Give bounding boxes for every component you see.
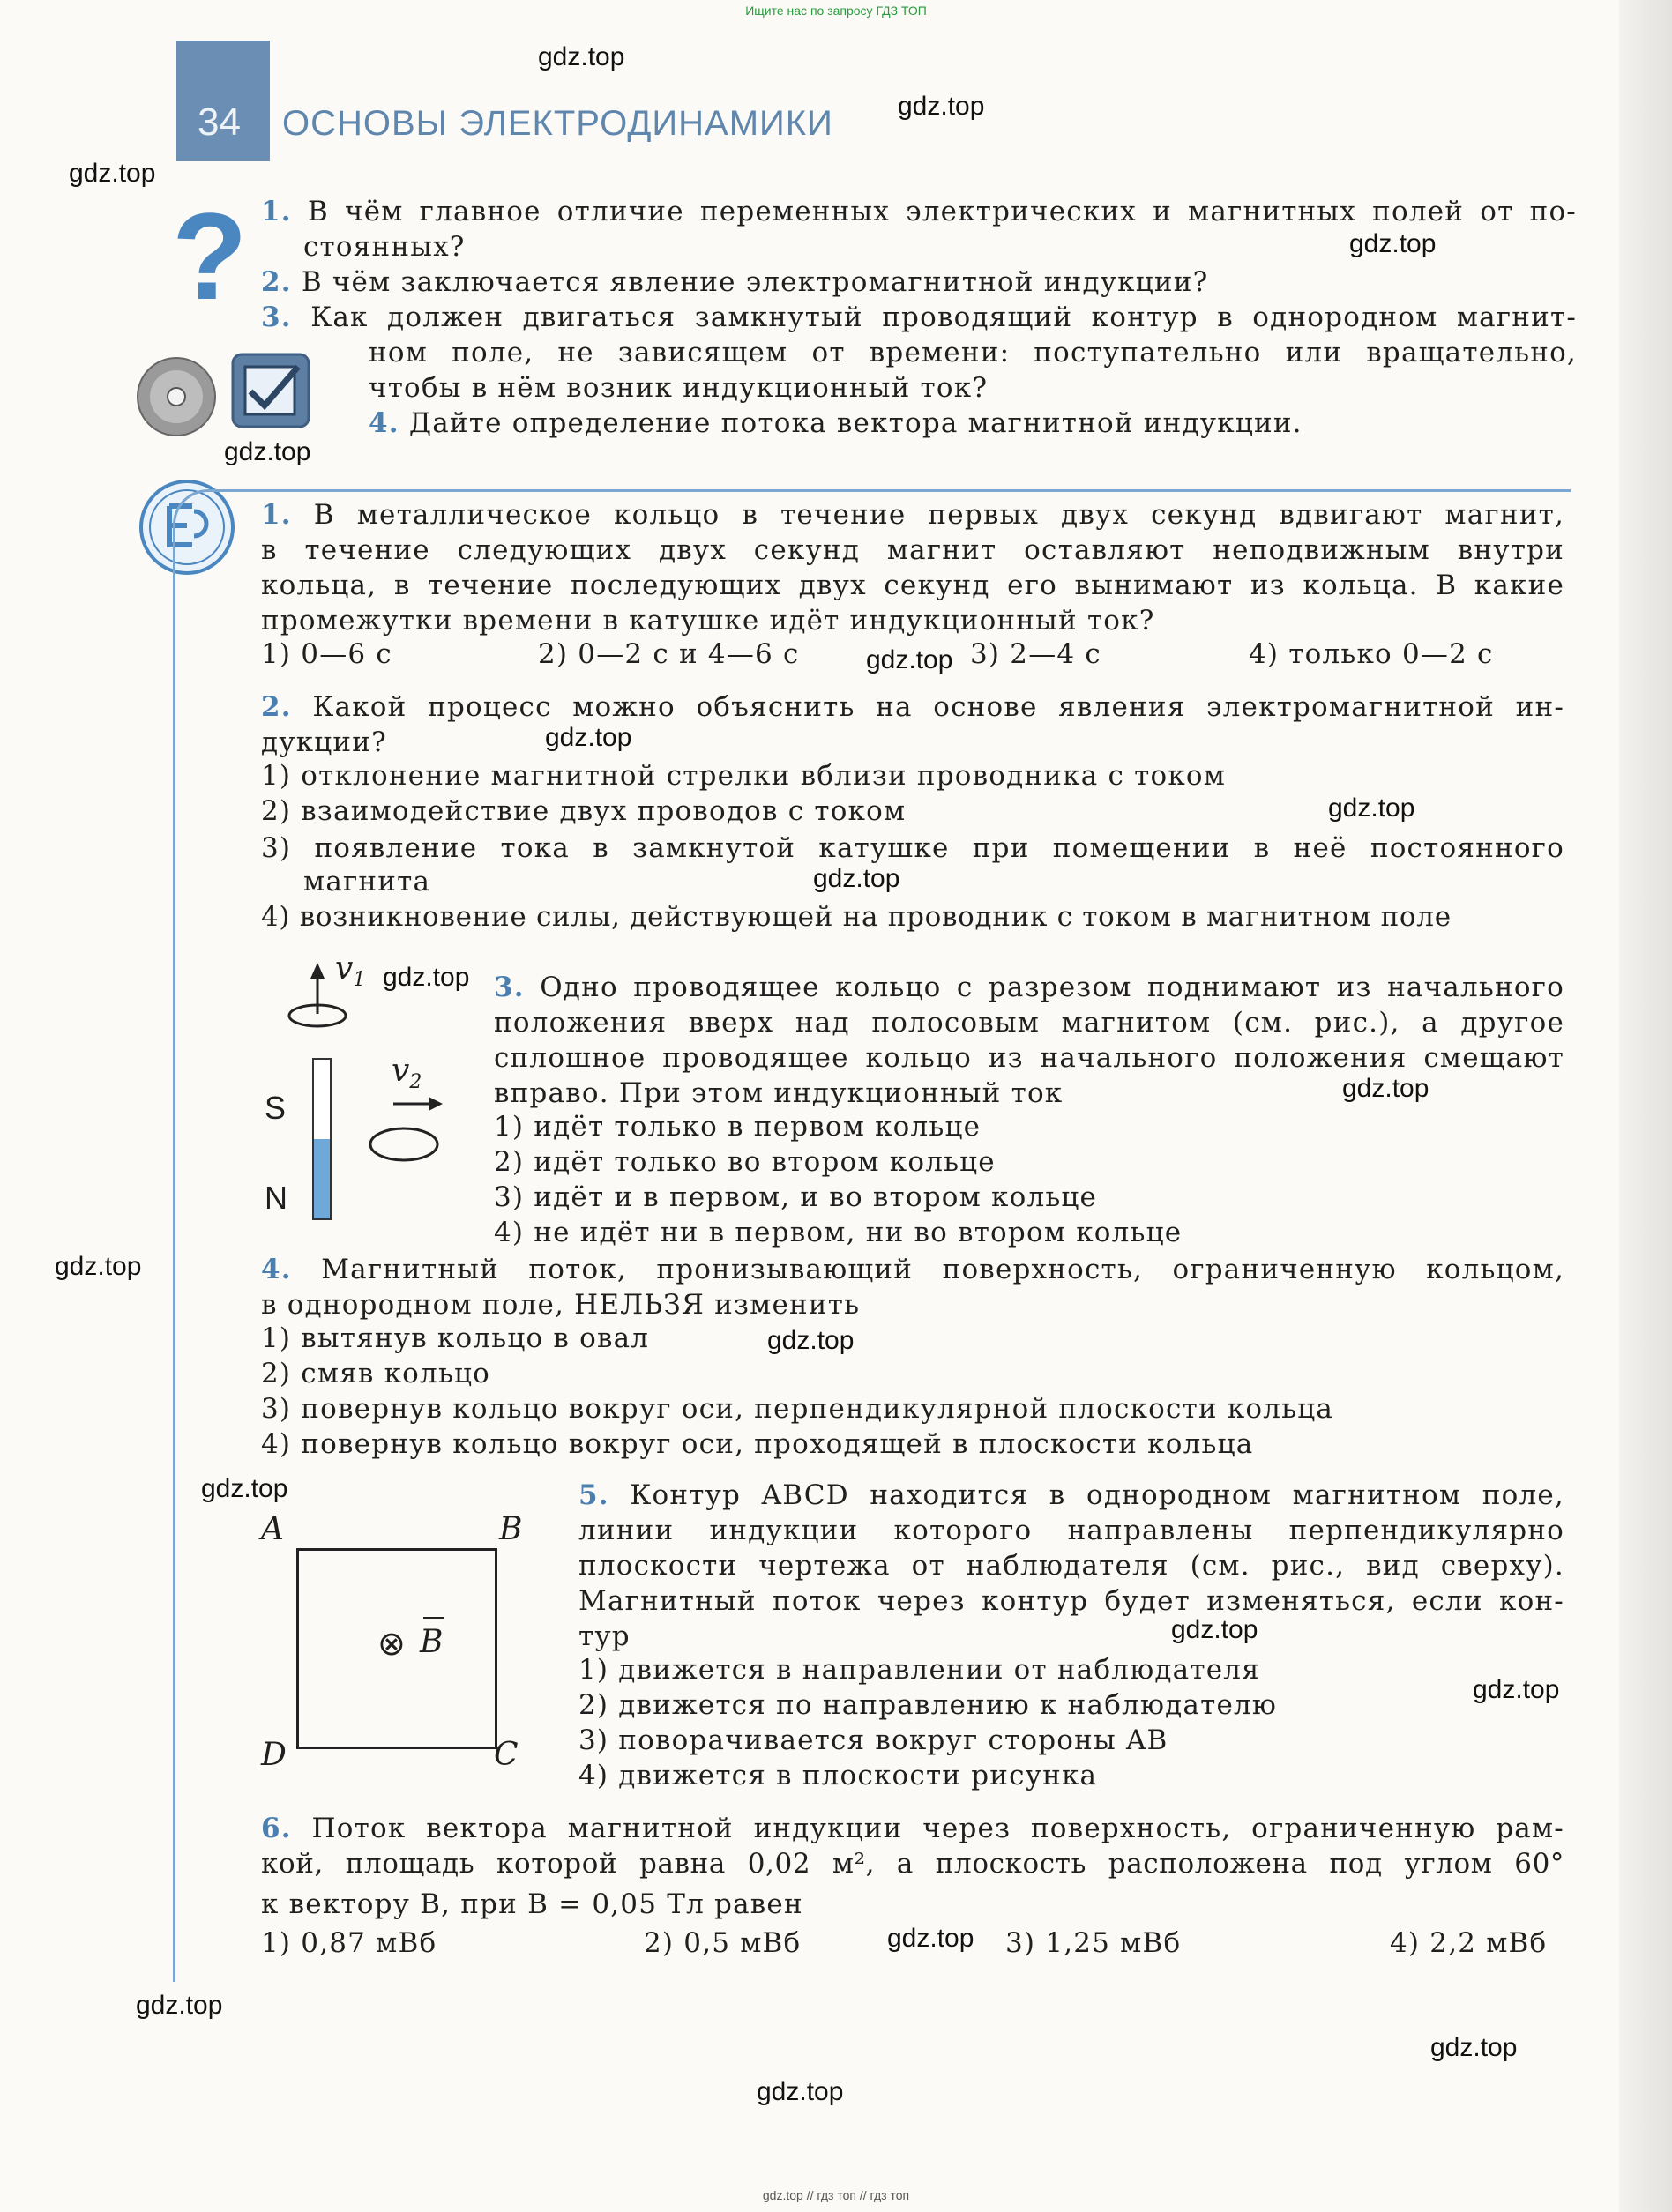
vertex-d-label: D (261, 1737, 287, 1773)
cd-disc-icon (132, 353, 220, 441)
watermark: gdz.top (1473, 1675, 1560, 1704)
question-1-cont: стоянных? (303, 231, 466, 263)
watermark: gdz.top (538, 42, 625, 71)
top-banner-link[interactable]: Ищите нас по запросу ГДЗ ТОП (745, 4, 927, 18)
watermark: gdz.top (1430, 2033, 1518, 2062)
question-4: 4. Дайте определение потока вектора магнитной индукции. (369, 407, 1303, 439)
answer-option: 1) движется в направлении от наблюдателя (578, 1654, 1260, 1686)
question-2: 2. В чём заключается явление электромагнитной индукции? (261, 266, 1209, 298)
test-5: 5. Контур ABCD находится в однородном магнитном поле, (578, 1479, 1564, 1511)
answer-option: 4) повернув кольцо вокруг оси, проходящей в плоскости кольца (261, 1428, 1254, 1460)
footer-link[interactable]: gdz.top // гдз топ // гдз топ (762, 2188, 910, 2202)
answer-option: 4) 2,2 мВб (1390, 1927, 1548, 1959)
test-2-cont: дукции? (261, 726, 387, 758)
watermark: gdz.top (866, 645, 953, 674)
watermark: gdz.top (898, 92, 985, 121)
page-edge-shadow (1619, 0, 1672, 2212)
watermark: gdz.top (69, 159, 156, 188)
checkbox-icon (229, 351, 314, 432)
velocity-v2-label: $v_2$ (392, 1053, 422, 1094)
test-1-cont: в течение следующих двух секунд магнит оставляют неподвижным внутри (261, 534, 1564, 566)
question-3-cont: чтобы в нём возник индукционный ток? (369, 372, 989, 404)
test-6-cont: кой, площадь которой равна 0,02 м², а плоскость расположена под углом 60° (261, 1848, 1564, 1880)
test-3-cont: вправо. При этом индукционный ток (494, 1077, 1064, 1109)
magnet-south-label: S (265, 1090, 287, 1126)
vertex-a-label: A (261, 1511, 284, 1547)
watermark: gdz.top (1171, 1615, 1258, 1644)
test-6: 6. Поток вектора магнитной индукции через поверхность, ограниченную рам- (261, 1813, 1564, 1844)
velocity-v1-label: $v_1$ (335, 950, 366, 992)
watermark: gdz.top (201, 1474, 288, 1503)
answer-option: 1) 0,87 мВб (261, 1927, 437, 1959)
watermark: gdz.top (1342, 1074, 1429, 1103)
answer-option: 1) отклонение магнитной стрелки вблизи проводника с током (261, 760, 1227, 792)
magnet-rings-figure (273, 952, 450, 1243)
vertex-b-label: B (499, 1511, 523, 1547)
answer-option: 3) 1,25 мВб (1005, 1927, 1182, 1959)
test-4-cont: в однородном поле, НЕЛЬЗЯ изменить (261, 1289, 861, 1321)
test-1-cont: кольца, в течение последующих двух секунд его вынимают из кольца. В какие (261, 570, 1564, 601)
test-5-cont: Магнитный поток через контур будет изменяться, если кон- (578, 1585, 1564, 1617)
test-3: 3. Одно проводящее кольцо с разрезом поднимают из начального (494, 972, 1564, 1003)
field-vector-b-label: B (420, 1624, 444, 1660)
field-into-page-icon: ⊗ (377, 1624, 406, 1663)
answer-option: 4) не идёт ни в первом, ни во втором кольце (494, 1217, 1183, 1248)
answer-option: 2) взаимодействие двух проводов с током (261, 795, 907, 827)
answer-option: 2) движется по направлению к наблюдателю (578, 1689, 1278, 1721)
test-3-cont: сплошное проводящее кольцо из начального положения смещают (494, 1042, 1564, 1074)
answer-option: 3) 2—4 с (970, 638, 1101, 670)
watermark: gdz.top (767, 1326, 855, 1355)
answer-option: 1) 0—6 с (261, 638, 392, 670)
watermark: gdz.top (1328, 793, 1415, 823)
answer-option: 3) поворачивается вокруг стороны AB (578, 1724, 1168, 1756)
chapter-title: ОСНОВЫ ЭЛЕКТРОДИНАМИКИ (282, 104, 833, 143)
answer-option: 1) вытянув кольцо в овал (261, 1322, 650, 1354)
answer-option: 2) 0—2 с и 4—6 с (538, 638, 800, 670)
test-5-cont: тур (578, 1620, 631, 1652)
answer-option: 1) идёт только в первом кольце (494, 1111, 982, 1143)
question-3-cont: ном поле, не зависящем от времени: поступательно или вращательно, (369, 337, 1577, 369)
watermark: gdz.top (136, 1991, 223, 2020)
question-1: 1. В чём главное отличие переменных электрических и магнитных полей от по- (261, 196, 1577, 227)
answer-option: 2) смяв кольцо (261, 1358, 491, 1389)
answer-option-cont: магнита (303, 866, 431, 897)
test-5-cont: плоскости чертежа от наблюдателя (см. рис., вид сверху). (578, 1550, 1564, 1582)
test-3-cont: положения вверх над полосовым магнитом (см. рис.), а другое (494, 1007, 1564, 1039)
test-5-cont: линии индукции которого направлены перпендикулярно (578, 1515, 1564, 1546)
page-number: 34 (198, 101, 241, 144)
watermark: gdz.top (383, 963, 470, 992)
watermark: gdz.top (757, 2077, 844, 2106)
test-2: 2. Какой процесс можно объяснить на основе явления электромагнитной ин- (261, 691, 1564, 723)
watermark: gdz.top (1349, 229, 1437, 258)
answer-option: 2) идёт только во втором кольце (494, 1146, 996, 1178)
watermark: gdz.top (545, 723, 632, 752)
bar-magnet (312, 1058, 332, 1220)
watermark: gdz.top (224, 437, 311, 466)
answer-option: 4) возникновение силы, действующей на проводник с током в магнитном поле (261, 901, 1452, 933)
watermark: gdz.top (55, 1252, 142, 1281)
answer-option: 3) повернув кольцо вокруг оси, перпендикулярной плоскости кольца (261, 1393, 1334, 1425)
test-4: 4. Магнитный поток, пронизывающий поверхность, ограниченную кольцом, (261, 1254, 1564, 1285)
vertex-c-label: C (494, 1737, 519, 1773)
test-6-cont: к вектору B, при B = 0,05 Тл равен (261, 1888, 803, 1920)
watermark: gdz.top (887, 1924, 974, 1953)
answer-option: 3) идёт и в первом, и во втором кольце (494, 1181, 1098, 1213)
page-number-block (176, 41, 270, 161)
answer-option: 3) появление тока в замкнутой катушке при помещении в неё постоянного (261, 832, 1564, 864)
vector-arrow-icon (423, 1617, 444, 1619)
answer-option: 2) 0,5 мВб (644, 1927, 802, 1959)
test-1-cont: промежутки времени в катушке идёт индукционный ток? (261, 605, 1155, 637)
test-1: 1. В металлическое кольцо в течение первых двух секунд вдвигают магнит, (261, 499, 1564, 531)
watermark: gdz.top (813, 864, 900, 893)
magnet-north-label: N (265, 1180, 287, 1216)
answer-option: 4) только 0—2 с (1249, 638, 1494, 670)
answer-option: 4) движется в плоскости рисунка (578, 1760, 1098, 1791)
question-mark-icon: ? (172, 187, 248, 325)
question-3: 3. Как должен двигаться замкнутый проводящий контур в однородном магнит- (261, 302, 1577, 333)
